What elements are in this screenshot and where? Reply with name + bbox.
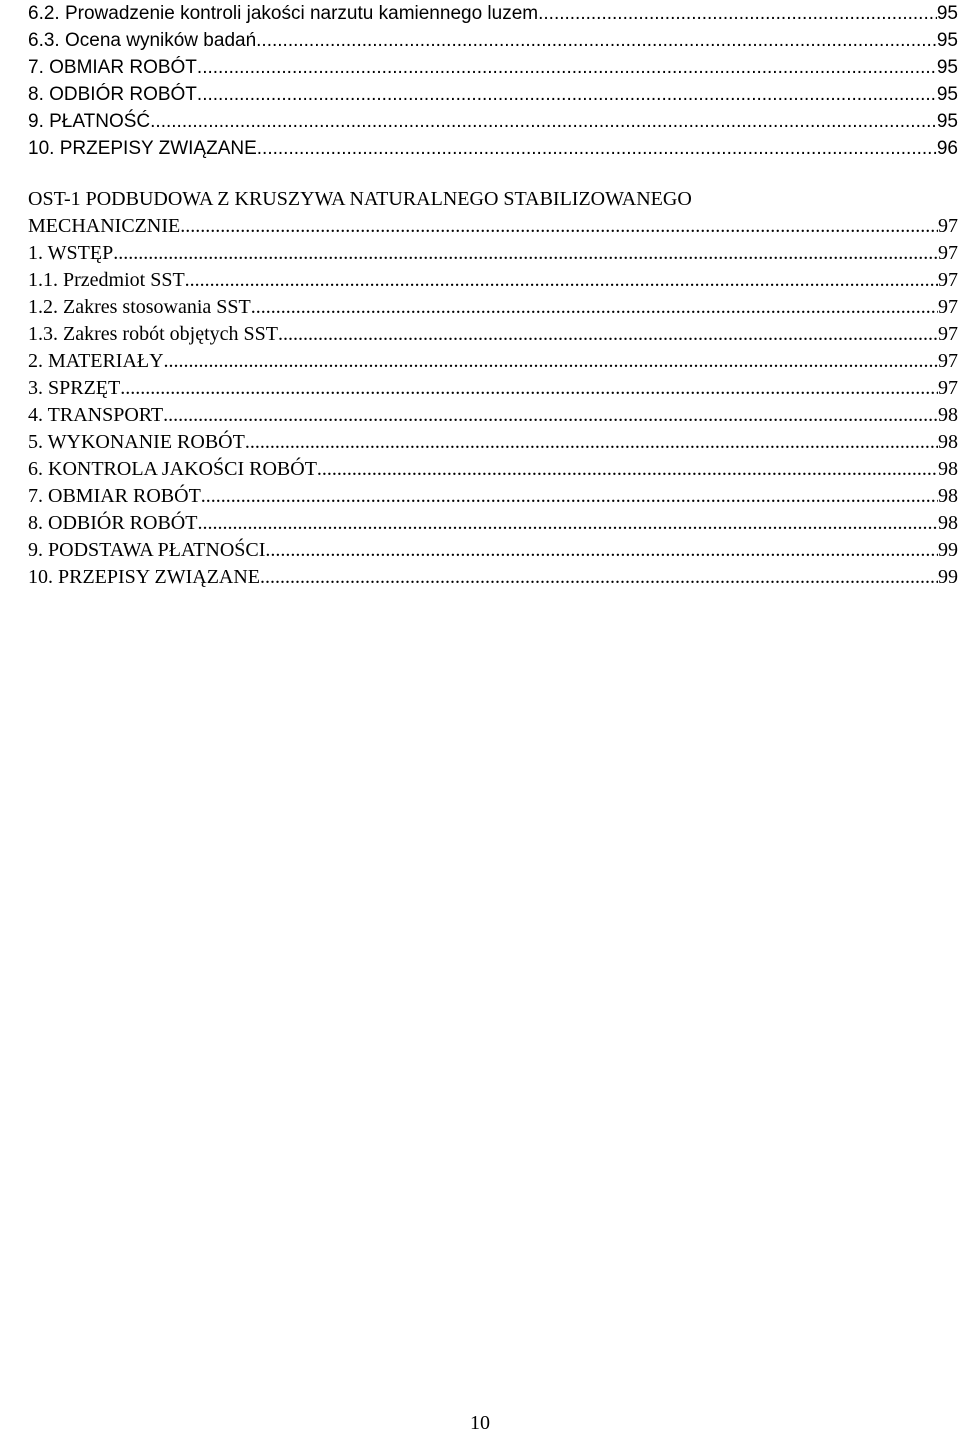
toc-main-block bbox=[28, 240, 958, 591]
toc-leader-dots bbox=[185, 267, 938, 294]
toc-entry[interactable] bbox=[28, 429, 958, 456]
toc-entry[interactable] bbox=[28, 0, 958, 27]
toc-entry-label: 1.1. Przedmiot SST bbox=[28, 269, 185, 291]
toc-entry-label: 5. WYKONANIE ROBÓT bbox=[28, 431, 245, 453]
toc-leader-dots bbox=[256, 27, 937, 54]
toc-entry-page: 97 bbox=[938, 296, 958, 318]
toc-entry-label: 4. TRANSPORT bbox=[28, 404, 164, 426]
toc-entry-label: 6.2. Prowadzenie kontroli jakości narzutu kamiennego luzem bbox=[28, 3, 539, 24]
toc-entry-label: 6.3. Ocena wyników badań bbox=[28, 30, 257, 51]
toc-leader-dots bbox=[197, 510, 938, 537]
toc-leader-dots bbox=[265, 537, 938, 564]
toc-entry-label: 1. WSTĘP bbox=[28, 242, 114, 264]
toc-leader-dots bbox=[120, 375, 938, 402]
toc-entry-page: 95 bbox=[936, 57, 958, 78]
toc-entry[interactable] bbox=[28, 402, 958, 429]
toc-entry[interactable] bbox=[28, 267, 958, 294]
toc-entry[interactable] bbox=[28, 483, 958, 510]
toc-entry[interactable] bbox=[28, 375, 958, 402]
toc-leader-dots bbox=[260, 564, 938, 591]
toc-entry[interactable] bbox=[28, 213, 958, 240]
toc-entry-label: 10. PRZEPISY ZWIĄZANE bbox=[28, 138, 257, 159]
toc-entry-page: 98 bbox=[938, 431, 958, 453]
toc-entry-page: 98 bbox=[938, 485, 958, 507]
toc-leader-dots bbox=[164, 348, 938, 375]
toc-entry-page: 98 bbox=[938, 458, 958, 480]
toc-entry-page: 99 bbox=[938, 539, 958, 561]
toc-leader-dots bbox=[201, 483, 938, 510]
toc-entry[interactable] bbox=[28, 81, 958, 108]
toc-entry-page: 97 bbox=[938, 323, 958, 345]
toc-entry[interactable] bbox=[28, 54, 958, 81]
toc-leader-dots bbox=[150, 108, 937, 135]
toc-leader-dots bbox=[278, 321, 938, 348]
toc-entry-label: 8. ODBIÓR ROBÓT bbox=[28, 512, 198, 534]
toc-entry-page: 97 bbox=[938, 215, 958, 237]
toc-leader-dots bbox=[180, 213, 938, 240]
toc-entry[interactable] bbox=[28, 27, 958, 54]
toc-leader-dots bbox=[113, 240, 938, 267]
toc-entry[interactable] bbox=[28, 348, 958, 375]
toc-top-block bbox=[28, 0, 958, 162]
toc-entry-page: 97 bbox=[938, 269, 958, 291]
toc-entry-label: 9. PŁATNOŚĆ bbox=[28, 111, 151, 132]
toc-leader-dots bbox=[197, 54, 937, 81]
page-number: 10 bbox=[470, 1412, 490, 1434]
toc-entry-page: 98 bbox=[938, 404, 958, 426]
toc-leader-dots bbox=[538, 0, 937, 27]
toc-entry-page: 98 bbox=[938, 512, 958, 534]
section-gap bbox=[28, 162, 958, 186]
toc-entry[interactable] bbox=[28, 321, 958, 348]
toc-leader-dots bbox=[197, 81, 937, 108]
toc-entry-label: 7. OBMIAR ROBÓT bbox=[28, 485, 201, 507]
toc-entry-label: 2. MATERIAŁY bbox=[28, 350, 164, 372]
toc-entry-label: MECHANICZNIE bbox=[28, 215, 181, 237]
toc-entry-label: 6. KONTROLA JAKOŚCI ROBÓT bbox=[28, 458, 317, 480]
toc-entry[interactable] bbox=[28, 108, 958, 135]
toc-entry-page: 97 bbox=[938, 377, 958, 399]
toc-entry-page: 97 bbox=[938, 242, 958, 264]
toc-entry-label: 9. PODSTAWA PŁATNOŚCI bbox=[28, 539, 266, 561]
toc-entry-label: 3. SPRZĘT bbox=[28, 377, 121, 399]
toc-entry-page: 99 bbox=[938, 566, 958, 588]
toc-entry-label: 7. OBMIAR ROBÓT bbox=[28, 57, 197, 78]
toc-entry-page: 95 bbox=[936, 30, 958, 51]
toc-entry-page: 95 bbox=[936, 3, 958, 24]
toc-entry-label: 1.3. Zakres robót objętych SST bbox=[28, 323, 278, 345]
toc-entry[interactable] bbox=[28, 135, 958, 162]
toc-entry-label: 10. PRZEPISY ZWIĄZANE bbox=[28, 566, 261, 588]
toc-entry[interactable] bbox=[28, 456, 958, 483]
toc-entry-label: 1.2. Zakres stosowania SST bbox=[28, 296, 251, 318]
toc-entry[interactable] bbox=[28, 564, 958, 591]
section-heading: OST-1 PODBUDOWA Z KRUSZYWA NATURALNEGO STABILIZOWANEGO bbox=[28, 188, 692, 210]
toc-entry-page: 97 bbox=[938, 350, 958, 372]
toc-leader-dots bbox=[257, 135, 937, 162]
toc-leader-dots bbox=[163, 402, 938, 429]
toc-entry-page: 96 bbox=[936, 138, 958, 159]
toc-entry[interactable] bbox=[28, 537, 958, 564]
toc-leader-dots bbox=[251, 294, 938, 321]
toc-leader-dots bbox=[317, 456, 938, 483]
toc-entry-page: 95 bbox=[936, 111, 958, 132]
toc-entry-label: 8. ODBIÓR ROBÓT bbox=[28, 84, 197, 105]
table-of-contents bbox=[28, 0, 958, 591]
toc-entry[interactable] bbox=[28, 294, 958, 321]
toc-entry[interactable] bbox=[28, 240, 958, 267]
toc-leader-dots bbox=[245, 429, 938, 456]
toc-entry[interactable] bbox=[28, 510, 958, 537]
toc-entry-page: 95 bbox=[936, 84, 958, 105]
